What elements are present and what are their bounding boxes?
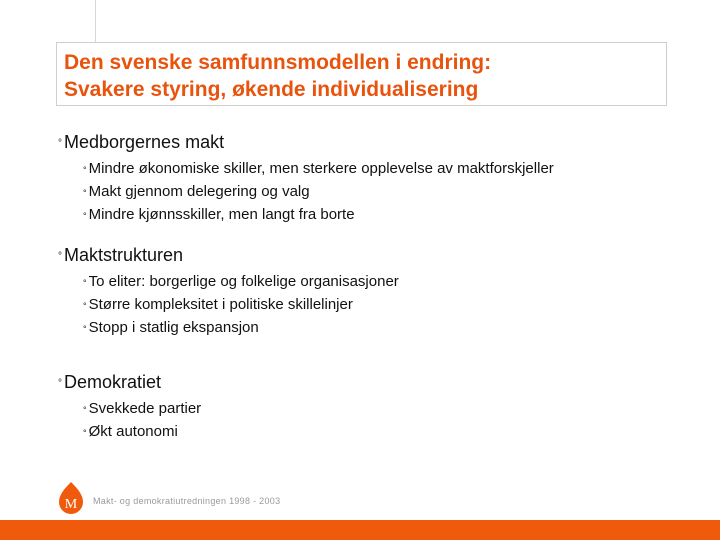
bullet-icon: ° <box>58 138 62 149</box>
bullet-icon: ° <box>83 301 87 311</box>
section-demokratiet <box>58 369 698 443</box>
list-item: ° Makt gjennom delegering og valg <box>83 183 310 200</box>
slide-content <box>58 129 698 443</box>
bullet-icon: ° <box>58 251 62 262</box>
sub-bullet-list <box>83 397 698 443</box>
list-item: ° Stopp i statlig ekspansjon <box>83 319 259 336</box>
section-maktstrukturen <box>58 242 698 339</box>
bullet-icon: ° <box>83 211 87 221</box>
decorative-vertical-line <box>95 0 96 42</box>
section-heading: ° Demokratiet <box>58 372 162 392</box>
bullet-icon: ° <box>83 324 87 334</box>
list-item: ° Økt autonomi <box>83 423 178 440</box>
bullet-icon: ° <box>83 188 87 198</box>
svg-text:M: M <box>64 497 78 512</box>
list-item: ° Mindre økonomiske skiller, men sterkere opplevelse av maktforskjeller <box>83 160 554 177</box>
slide-title-box <box>56 42 667 106</box>
bullet-icon: ° <box>83 278 87 288</box>
bullet-icon: ° <box>83 165 87 175</box>
bottom-accent-bar <box>0 520 720 540</box>
slide-title-line-2: Svakere styring, økende individualisering <box>64 78 479 101</box>
bullet-icon: ° <box>58 378 62 389</box>
bullet-icon: ° <box>83 428 87 438</box>
section-medborgernes-makt <box>58 129 698 226</box>
list-item: ° Mindre kjønnsskiller, men langt fra borte <box>83 206 355 223</box>
section-heading: ° Medborgernes makt <box>58 132 225 152</box>
sub-bullet-list <box>83 270 698 339</box>
list-item: ° Svekkede partier <box>83 400 202 417</box>
section-heading: ° Maktstrukturen <box>58 245 184 265</box>
sub-bullet-list <box>83 157 698 226</box>
slide-title-line-1: Den svenske samfunnsmodellen i endring: <box>64 51 492 74</box>
list-item: ° Større kompleksitet i politiske skillelinjer <box>83 296 353 313</box>
makt-og-demokrati-logo-icon <box>56 481 86 517</box>
list-item: ° To eliter: borgerlige og folkelige organisasjoner <box>83 273 399 290</box>
footer-logo-text: Makt- og demokratiutredningen 1998 - 2003 <box>93 496 281 506</box>
bullet-icon: ° <box>83 405 87 415</box>
